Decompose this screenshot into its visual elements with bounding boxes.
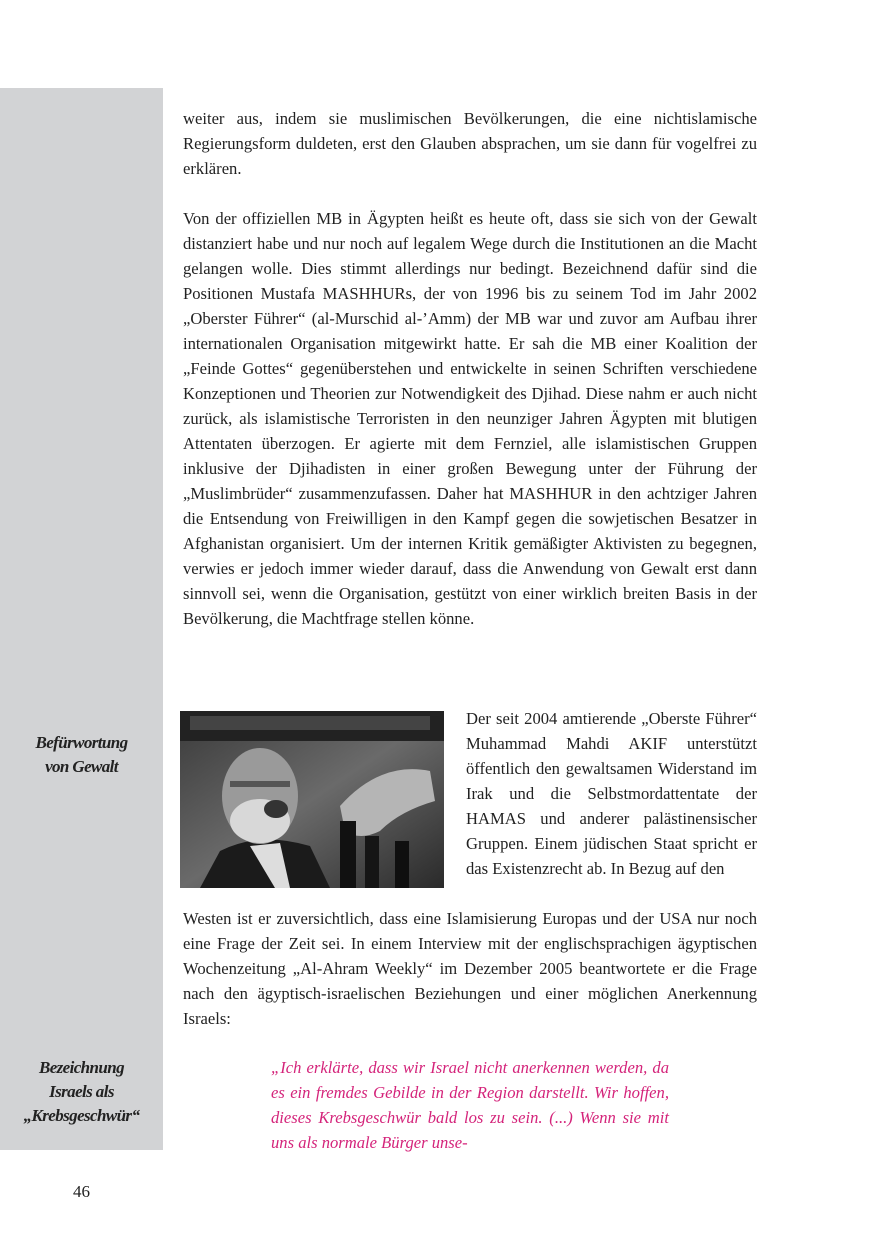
margin-note-line: Israels als bbox=[49, 1082, 114, 1101]
margin-note-line: Befürwortung bbox=[35, 733, 128, 752]
margin-note-befuerwortung bbox=[0, 731, 163, 779]
paragraph-3-wrapped: Der seit 2004 amtierende „Oberste Führer“ Muhammad Mahdi AKIF unterstützt öffentlich den gewaltsamen Widerstand im Irak und die Selbstmordattentate der HAMAS und anderer palästinensischer Gruppen. Einem jüdischen Staat spricht er das Existenzrecht ab. In Bezug auf den bbox=[466, 709, 757, 878]
body-text bbox=[183, 106, 757, 631]
margin-note-line: Bezeichnung bbox=[38, 1058, 125, 1077]
margin-note-krebsgeschwuer bbox=[0, 1056, 163, 1128]
paragraph-3-continued: Westen ist er zuversichtlich, dass eine Islamisierung Europas und der USA nur noch eine Frage der Zeit sei. In einem Interview mit der englischsprachigen ägyptischen Wochenzeitung „Al-Ahram Weekly“ im Dezember 2005 beantwortete er die Frage nach den ägyptisch-israelischen Beziehungen und einer möglichen Anerkennung Israels: bbox=[183, 909, 757, 1028]
paragraph-2: Von der offiziellen MB in Ägypten heißt es heute oft, dass sie sich von der Gewalt distanziert habe und nur noch auf legalem Wege durch die Institutionen an die Macht gelangen wolle. Dies stimmt allerdings nur bedingt. Bezeichnend dafür sind die Positionen Mustafa MASHHURs, der von 1996 bis zu seinem Tod im Jahr 2002 „Oberster Führer“ (al-Murschid al-’Amm) der MB war und zuvor am Aufbau ihrer internationalen Organisation mitgewirkt hatte. Er sah die MB einer Koalition der „Feinde Gottes“ gegenüberstehen und entwickelte in seinen Schriften verschiedene Konzeptionen und Theorien zur Notwendigkeit des Djihad. Diese nahm er auch nicht zurück, als islamistische Terroristen in den neunziger Jahren Ägypten mit blutigen Attentaten überzogen. Er agierte mit dem Fernziel, alle islamistischen Gruppen inklusive der Djihadisten in einer großen Bewegung unter der Führung der „Muslimbrüder“ zusammenzufassen. Daher hat MASHHUR in den achtziger Jahren die Entsendung von Freiwilligen in den Kampf gegen die sowjetischen Besatzer in Afghanistan organisiert. Um der internen Kritik gemäßigter Aktivisten zu begegnen, verwies er jedoch immer wieder darauf, dass die Anwendung von Gewalt erst dann sinnvoll sei, wenn die Organisation, gestützt von einer wirklich breiten Basis in der Bevölkerung, die Machtfrage stellen könne. bbox=[183, 209, 757, 628]
margin-note-line: „Krebsgeschwür“ bbox=[23, 1106, 140, 1125]
page-number: 46 bbox=[73, 1182, 90, 1201]
sidebar-margin bbox=[0, 88, 163, 1150]
paragraph-1: weiter aus, indem sie muslimischen Bevölkerungen, die eine nichtislamische Regierungsform duldeten, erst den Glauben absprachen, um sie dann für vogelfrei zu erklären. bbox=[183, 109, 757, 178]
portrait-photo bbox=[180, 711, 444, 888]
quote-block: „Ich erklärte, dass wir Israel nicht anerkennen werden, da es ein fremdes Gebilde in der Region darstellt. Wir hoffen, dieses Krebsgeschwür bald los zu sein. (...) Wenn sie mit uns als normale Bürger unse- bbox=[271, 1058, 669, 1152]
margin-note-line: von Gewalt bbox=[45, 757, 118, 776]
portrait-photo-graphic bbox=[180, 711, 444, 888]
